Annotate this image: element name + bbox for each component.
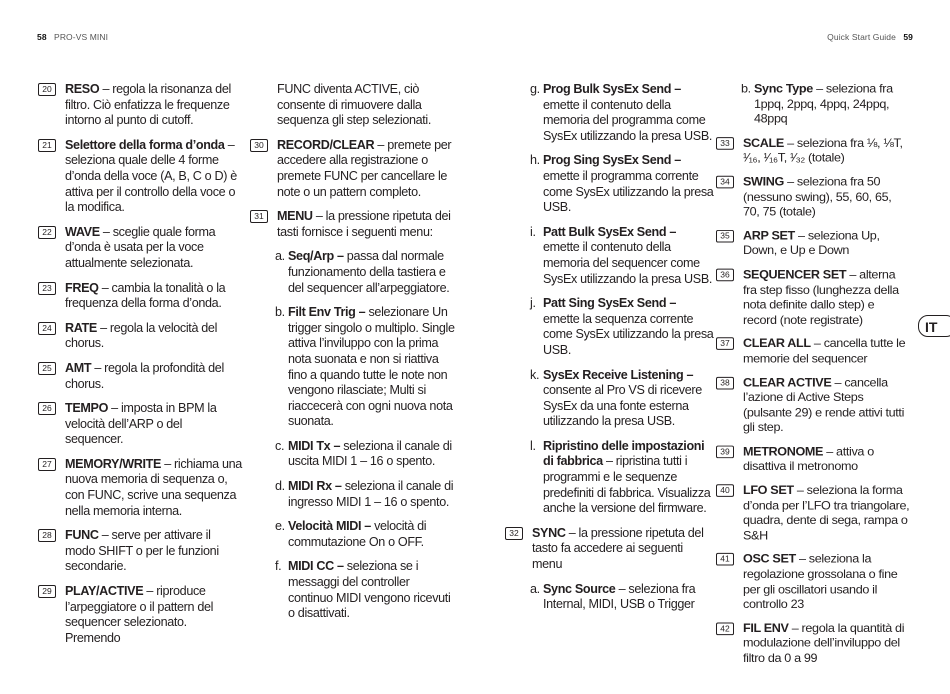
left-page-number: 58 [37, 32, 47, 42]
control-name: TEMPO [65, 401, 109, 416]
item-number-badge: 31 [250, 210, 268, 223]
language-tab: IT [918, 315, 950, 337]
subitem-description: – ripristina tutti i programmi e le sequenze predefiniti di fabbrica. Visualizza anche la versione del firmware. [543, 454, 711, 516]
item-number-badge: 35 [716, 230, 734, 243]
menu-subitem [505, 582, 715, 613]
control-name: AMT [65, 360, 92, 375]
subitem-letter: a. [275, 249, 285, 264]
subitem-name: MIDI CC – [288, 559, 347, 574]
item-number-badge: 34 [716, 176, 734, 189]
left-page-header [37, 32, 108, 42]
subitem-description: emette il programma corrente come SysEx utilizzando la presa USB. [543, 168, 714, 215]
control-item-29 [38, 584, 243, 646]
subitem-letter: j. [530, 296, 536, 311]
subitem-description: emette il contenuto della memoria del sequencer come SysEx utilizzando la presa USB. [543, 240, 713, 286]
control-description: – seleziona la regolazione grossolana o fine per gli oscillatori usando il controllo 23 [743, 552, 898, 612]
control-name: Selettore della forma d’onda [65, 137, 225, 152]
menu-subitem [716, 82, 911, 127]
subitem-description: – seleziona fra Internal, MIDI, USB o Trigger [543, 581, 696, 612]
subitem-letter: g. [530, 82, 540, 96]
control-description: – cancella l’azione di Active Steps (pulsante 29) e rende attivi tutti gli step. [743, 375, 905, 435]
subitem-letter: i. [530, 224, 536, 239]
subitem-description: emette la sequenza corrente come SysEx utilizzando la presa USB. [543, 311, 714, 357]
menu-subitem [250, 519, 455, 550]
control-item-42 [716, 621, 911, 666]
column-2 [250, 82, 455, 631]
control-item-25 [38, 361, 243, 392]
subitem-letter: l. [530, 438, 536, 453]
item-number-badge: 37 [716, 338, 734, 351]
subitem-letter: b. [275, 305, 285, 320]
control-description: – cancella tutte le memorie del sequencer [743, 336, 906, 366]
column-4 [716, 82, 911, 675]
subitem-name: MIDI Rx – [288, 479, 342, 494]
control-description: – la pressione ripetuta del tasto fa accedere ai seguenti menu [532, 525, 704, 572]
item-number-badge: 33 [716, 137, 734, 150]
menu-subitem [505, 153, 715, 215]
control-item-21 [38, 138, 243, 216]
control-item-24 [38, 321, 243, 352]
subitem-letter: b. [741, 82, 751, 96]
item-number-badge: 36 [716, 269, 734, 282]
subitem-letter: a. [530, 581, 540, 596]
control-item-28 [38, 528, 243, 575]
control-item-26 [38, 401, 243, 448]
control-description: – la pressione ripetuta dei tasti fornisce i seguenti menu: [277, 209, 451, 239]
control-description: – regola la quantità di modulazione dell’inviluppo del filtro da 0 a 99 [743, 621, 905, 666]
control-description: – cambia la tonalità o la frequenza della forma d’onda. [65, 280, 226, 311]
control-description: – regola la risonanza del filtro. Ciò enfatizza le frequenze intorno al punto di cutoff. [65, 82, 231, 128]
control-item-38 [716, 375, 911, 435]
control-item-40 [716, 483, 911, 543]
item-number-badge: 20 [38, 83, 56, 96]
subitem-name: Velocità MIDI – [288, 519, 371, 534]
subitem-name: Sync Source [543, 581, 616, 596]
menu-subitem [505, 368, 715, 430]
control-name: METRONOME [743, 444, 824, 459]
subitem-letter: k. [530, 367, 540, 382]
control-name: SEQUENCER SET [743, 267, 847, 282]
control-description: – serve per attivare il modo SHIFT o per le funzioni secondarie. [65, 528, 219, 574]
control-name: CLEAR ACTIVE [743, 375, 832, 390]
subitem-description: selezionare Un trigger singolo o multiplo. Single attiva l’inviluppo con la prima nota suonata e non si riattiva fino a quando tutte le note non vengono rilasciate; Multi si riaccecerà con ogni nuova nota suonata. [288, 305, 455, 429]
control-description: – regola la profondità del chorus. [65, 360, 224, 391]
subitem-description: emette il contenuto della memoria del programma come SysEx utilizzando la presa USB. [543, 97, 713, 143]
item-number-badge: 26 [38, 402, 56, 415]
menu-subitem [505, 296, 715, 358]
control-item-22 [38, 225, 243, 272]
subitem-name: Ripristino delle impostazioni di fabbrica [543, 438, 705, 469]
control-name: MENU [277, 209, 313, 224]
item-number-badge: 28 [38, 529, 56, 542]
left-page-title: PRO-VS MINI [54, 32, 109, 42]
subitem-description: seleziona il canale di ingresso MIDI 1 – 16 o spento. [288, 479, 454, 509]
menu-subitem [505, 82, 715, 144]
control-item-20 [38, 82, 243, 129]
item-number-badge: 24 [38, 322, 56, 335]
control-item-35 [716, 229, 911, 259]
control-name: SCALE [743, 135, 784, 150]
subitem-letter: c. [275, 438, 285, 453]
control-item-30 [250, 138, 455, 200]
subitem-name: Prog Sing SysEx Send – [543, 153, 681, 168]
item-number-badge: 30 [250, 139, 268, 152]
subitem-letter: d. [275, 479, 285, 494]
subitem-name: SysEx Receive Listening – [543, 367, 694, 382]
right-page-title: Quick Start Guide [827, 32, 896, 42]
control-description: – richiama una nuova memoria di sequenza o, con FUNC, scrive una sequenza nella memoria interna. [65, 456, 242, 518]
subitem-name: Sync Type [754, 82, 813, 96]
control-name: RATE [65, 320, 97, 335]
control-name: LFO SET [743, 483, 794, 497]
control-description: – regola la velocità del chorus. [65, 320, 218, 351]
subitem-name: Patt Sing SysEx Send – [543, 296, 676, 311]
menu-subitem [250, 559, 455, 621]
control-description: – seleziona la forma d’onda per l’LFO tra triangolare, quadra, dente di sega, rampa o S&H [743, 483, 910, 543]
menu-subitem [250, 479, 455, 510]
menu-subitem [505, 439, 715, 517]
item-number-badge: 41 [716, 553, 734, 566]
menu-subitem [250, 439, 455, 470]
subitem-name: Filt Env Trig – [288, 305, 366, 320]
item-number-badge: 22 [38, 226, 56, 239]
column-3 [505, 82, 715, 622]
control-item-32 [505, 526, 715, 573]
control-name: WAVE [65, 224, 100, 239]
item-number-badge: 25 [38, 362, 56, 375]
subitem-letter: f. [275, 559, 282, 574]
control-item-41 [716, 552, 911, 612]
column-1 [38, 82, 243, 655]
control-name: FREQ [65, 280, 99, 295]
control-item-31 [250, 209, 455, 240]
menu-subitem [250, 305, 455, 430]
control-name: SYNC [532, 525, 566, 540]
control-description: – imposta in BPM la velocità dell’ARP o del sequencer. [65, 401, 217, 447]
control-name: ARP SET [743, 228, 795, 243]
control-description: – seleziona quale delle 4 forme d’onda della voce (A, B, C o D) è attiva per il controllo della voce o la modifica. [65, 137, 237, 215]
control-description: – seleziona fra 50 (nessuno swing), 55, 60, 65, 70, 75 (totale) [743, 174, 892, 219]
control-name: PLAY/ACTIVE [65, 584, 144, 599]
subitem-description: – seleziona fra 1ppq, 2ppq, 4ppq, 24ppq, 48ppq [754, 82, 893, 126]
subitem-name: Patt Bulk SysEx Send – [543, 224, 676, 239]
control-description: – seleziona Up, Down, e Up e Down [743, 228, 880, 258]
control-item-33 [716, 136, 911, 166]
control-description: – riproduce l’arpeggiatore o il pattern del sequencer selezionato. Premendo [65, 584, 214, 645]
subitem-description: seleziona se i messaggi del controller continuo MIDI vengono ricevuti o disattivati. [288, 559, 451, 621]
control-name: CLEAR ALL [743, 336, 811, 351]
item-number-badge: 32 [505, 527, 523, 540]
subitem-letter: h. [530, 153, 540, 168]
item-number-badge: 23 [38, 282, 56, 295]
subitem-name: MIDI Tx – [288, 438, 341, 453]
subitem-description: seleziona il canale di uscita MIDI 1 – 16 o spento. [288, 438, 452, 469]
right-page-header [827, 32, 913, 42]
item-number-badge: 42 [716, 622, 734, 635]
control-item-39 [716, 445, 911, 475]
item-number-badge: 40 [716, 484, 734, 497]
menu-subitem [250, 249, 455, 296]
subitem-letter: e. [275, 519, 285, 534]
control-item-37 [716, 337, 911, 367]
control-description: – attiva o disattiva il metronomo [743, 444, 874, 474]
control-name: SWING [743, 174, 784, 189]
control-description: – alterna fra step fisso (lunghezza della nota definite dallo step) e record (note registrate) [743, 267, 899, 327]
subitem-name: Prog Bulk SysEx Send – [543, 82, 681, 96]
item-number-badge: 38 [716, 376, 734, 389]
subitem-description: consente al Pro VS di ricevere SysEx da una fonte esterna utilizzando la presa USB. [543, 383, 702, 429]
item-number-badge: 27 [38, 458, 56, 471]
control-name: FIL ENV [743, 621, 789, 635]
control-name: RESO [65, 82, 100, 96]
control-name: FUNC [65, 528, 99, 543]
control-name: OSC SET [743, 552, 796, 566]
subitem-name: Seq/Arp – [288, 249, 344, 264]
control-description: – seleziona fra ⅛, ⅛T, ¹⁄₁₆, ¹⁄₁₆T, ¹⁄₃₂ (totale) [743, 135, 903, 165]
control-item-34 [716, 175, 911, 220]
subitem-description: passa dal normale funzionamento della tastiera e del sequencer all’arpeggiatore. [288, 249, 450, 295]
subitem-description: velocità di commutazione On o OFF. [288, 519, 427, 549]
control-item-23 [38, 281, 243, 312]
menu-subitem [505, 225, 715, 287]
right-page-number: 59 [903, 32, 913, 42]
continued-text: FUNC diventa ACTIVE, ciò consente di rimuovere dalla sequenza gli step selezionati. [277, 82, 432, 128]
control-item-36 [716, 268, 911, 328]
item-number-badge: 29 [38, 585, 56, 598]
control-item-27 [38, 457, 243, 519]
control-name: RECORD/CLEAR [277, 137, 375, 152]
item-number-badge: 21 [38, 139, 56, 152]
control-name: MEMORY/WRITE [65, 456, 162, 471]
item-number-badge: 39 [716, 445, 734, 458]
control-description: – premete per accedere alla registrazione o premete FUNC per cancellare le note o un pattern completo. [277, 137, 452, 199]
control-description: – sceglie quale forma d’onda è usata per la voce attualmente selezionata. [65, 224, 216, 270]
